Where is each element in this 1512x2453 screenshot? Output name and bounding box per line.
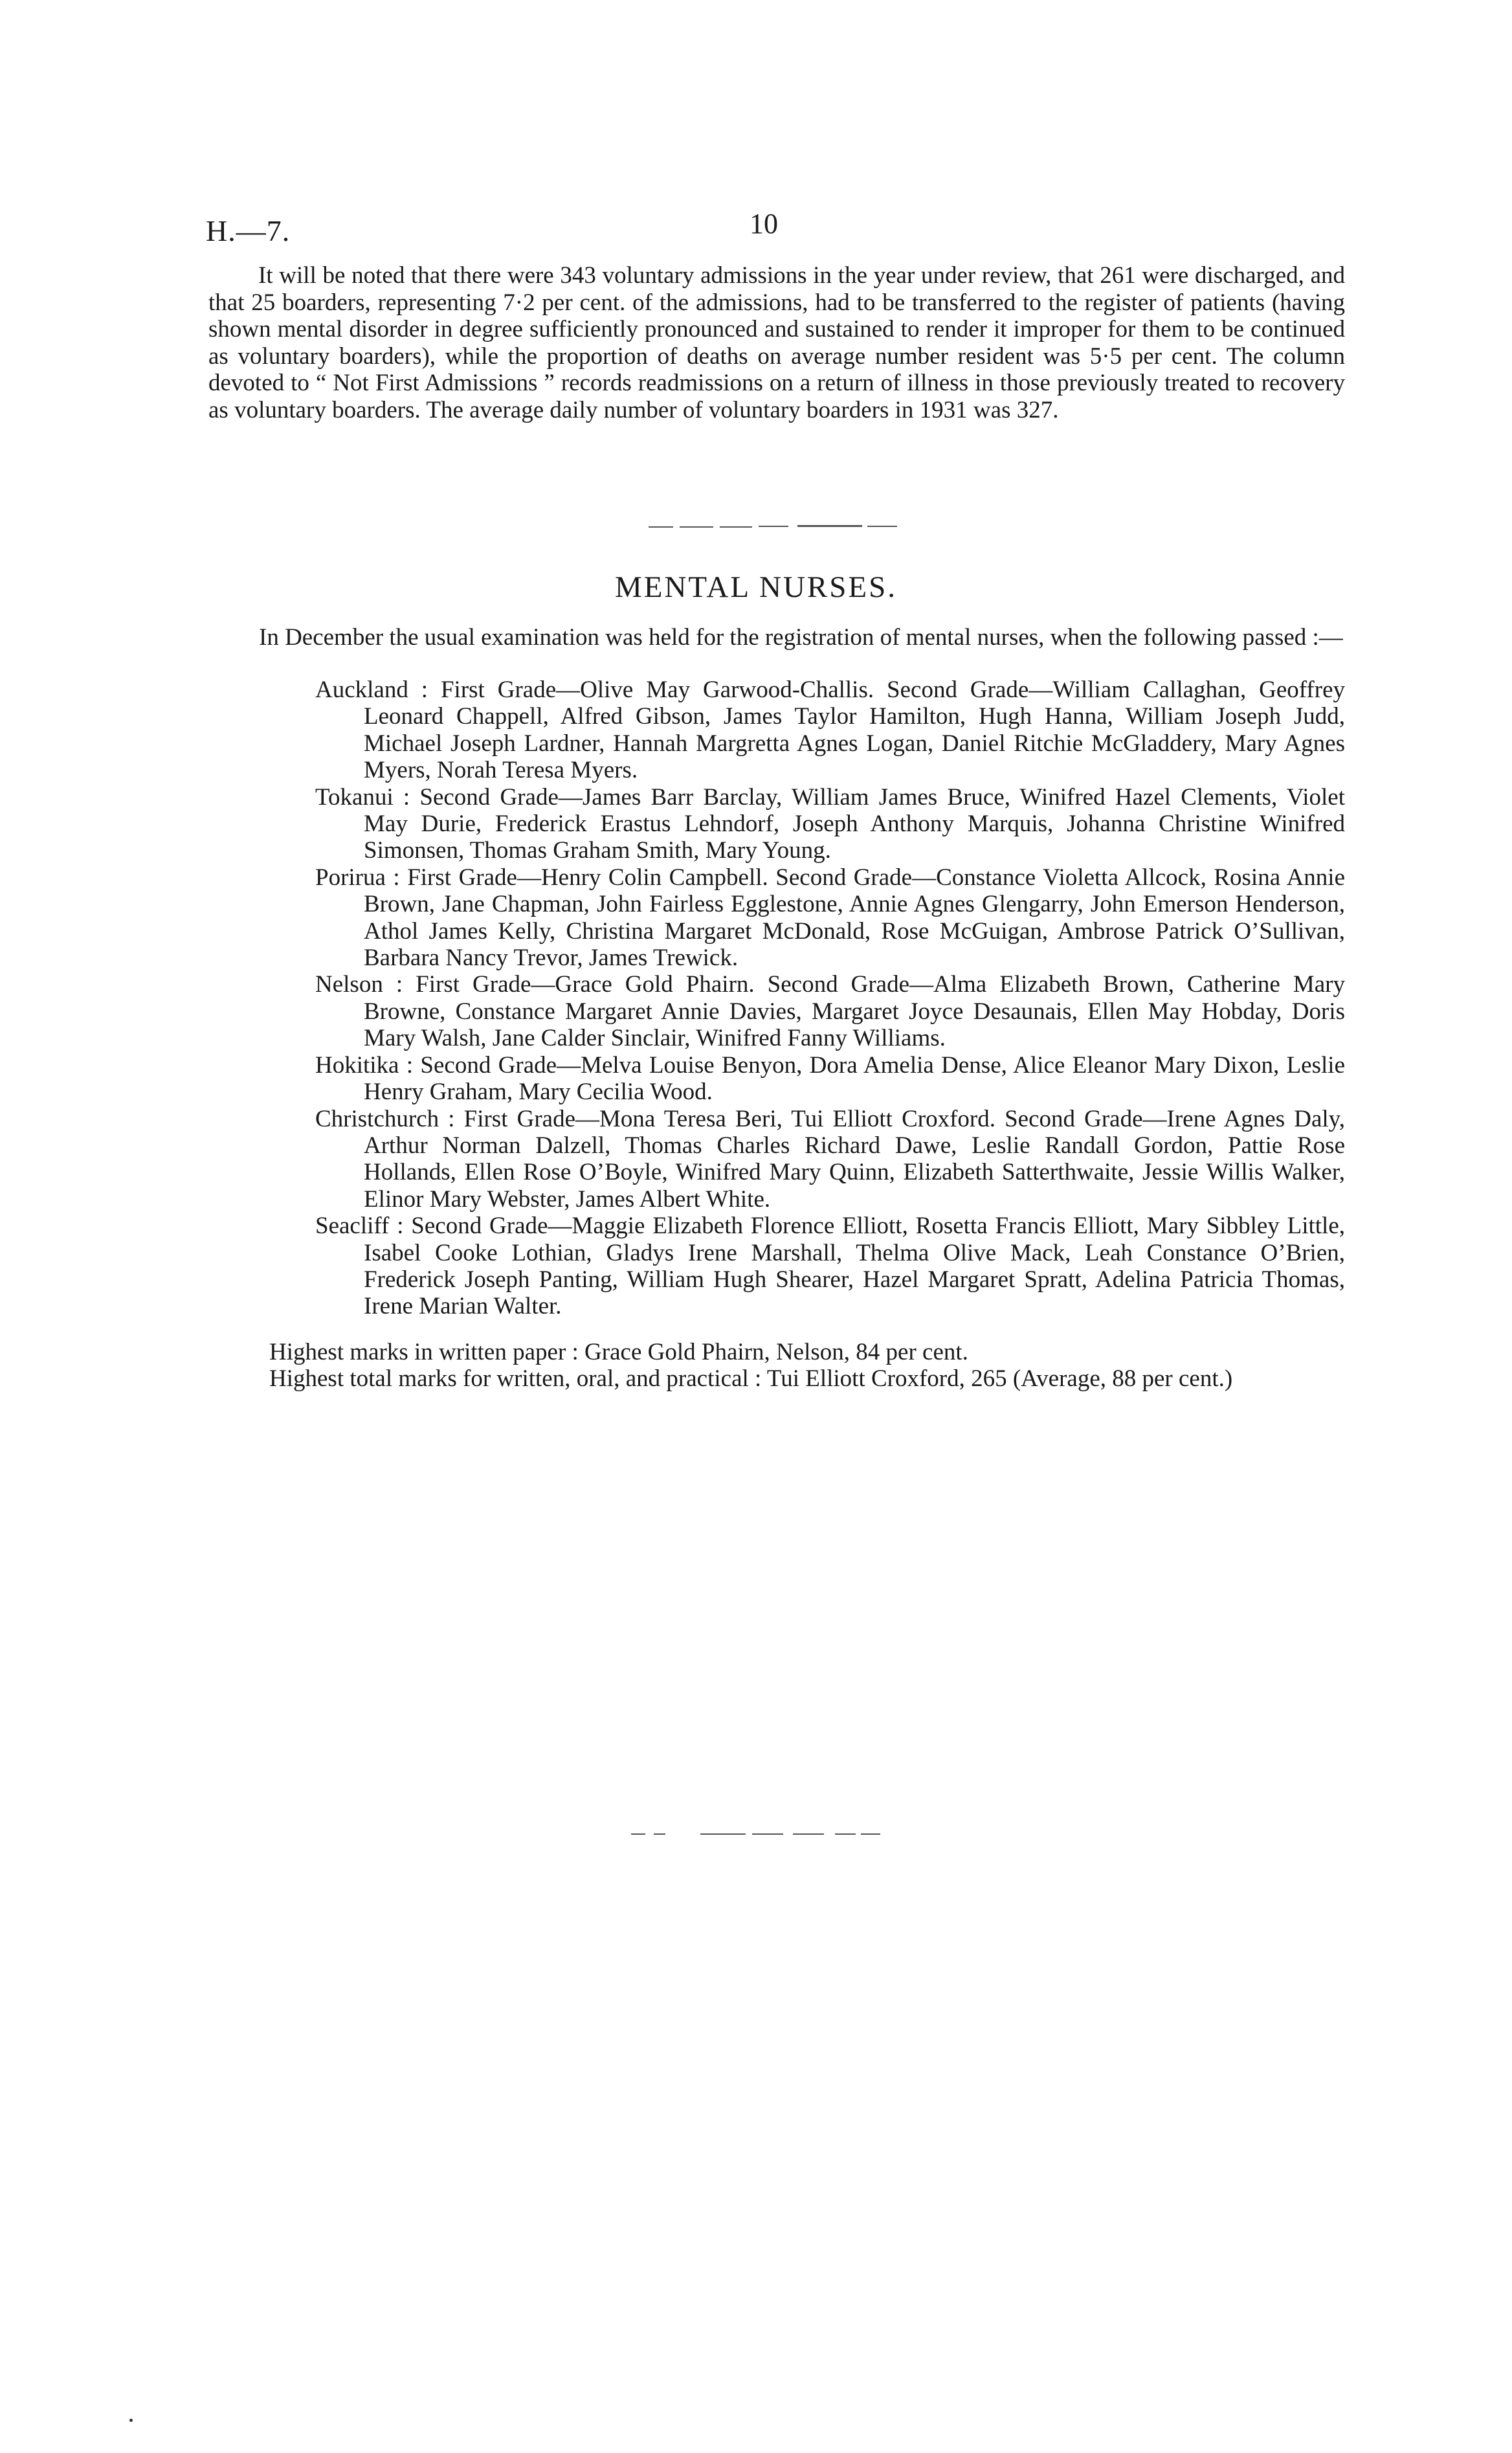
list-item-hokitika: Hokitika : Second Grade—Melva Louise Benyon, Dora Amelia Dense, Alice Eleanor Mary Dixon, Leslie Henry Graham, Mary Cecilia Wood.: [315, 1051, 1345, 1106]
scan-speck: [129, 2419, 133, 2422]
intro-paragraph-block: [208, 262, 1345, 423]
document-reference: H.—7.: [206, 214, 291, 247]
list-item-christchurch: Christchurch : First Grade—Mona Teresa Beri, Tui Elliott Croxford. Second Grade—Irene Agnes Daly, Arthur Norman Dalzell, Thomas Charles Richard Dawe, Leslie Randall Gordon, Pattie Rose Hollands, Ellen Rose O’Boyle, Winifred Mary Quinn, Elizabeth Satterthwaite, Jessie Willis Walker, Elinor Mary Webster, James Albert White.: [315, 1105, 1345, 1213]
section-title: MENTAL NURSES.: [614, 570, 897, 604]
list-item-auckland: Auckland : First Grade—Olive May Garwood-Challis. Second Grade—William Callaghan, Geoffrey Leonard Chappell, Alfred Gibson, James Taylor Hamilton, Hugh Hanna, William Joseph Judd, Michael Joseph Lardner, Hannah Margretta Agnes Logan, Daniel Ritchie McGladdery, Mary Agnes Myers, Norah Teresa Myers.: [315, 677, 1345, 784]
list-item-tokanui: Tokanui : Second Grade—James Barr Barclay, William James Bruce, Winifred Hazel Clements, Violet May Durie, Frederick Erastus Lehndorf, Joseph Anthony Marquis, Johanna Christine Winifred Simonsen, Thomas Graham Smith, Mary Young.: [315, 783, 1345, 864]
highest-written-marks: Highest marks in written paper : Grace Gold Phairn, Nelson, 84 per cent.: [269, 1339, 968, 1365]
lead-paragraph-block: [208, 625, 1345, 651]
highest-total-marks: Highest total marks for written, oral, and practical : Tui Elliott Croxford, 265 (Average, 88 per cent.): [269, 1365, 1233, 1392]
list-item-porirua: Porirua : First Grade—Henry Colin Campbell. Second Grade—Constance Violetta Allcock, Rosina Annie Brown, Jane Chapman, John Fairless Egglestone, Annie Agnes Glengarry, John Emerson Henderson, Athol James Kelly, Christina Margaret McDonald, Rose McGuigan, Ambrose Patrick O’Sullivan, Barbara Nancy Trevor, James Trewick.: [315, 864, 1345, 972]
page-number: 10: [750, 208, 778, 240]
list-item-nelson: Nelson : First Grade—Grace Gold Phairn. Second Grade—Alma Elizabeth Brown, Catherine Mary Browne, Constance Margaret Annie Davies, Margaret Joyce Desaunais, Ellen May Hobday, Doris Mary Walsh, Jane Calder Sinclair, Winifred Fanny Williams.: [315, 971, 1345, 1052]
nurse-results-list: [315, 677, 1345, 1320]
list-item-seacliff: Seacliff : Second Grade—Maggie Elizabeth Florence Elliott, Rosetta Francis Elliott, Mary Sibbley Little, Isabel Cooke Lothian, Gladys Irene Marshall, Thelma Olive Mack, Leah Constance O’Brien, Frederick Joseph Panting, William Hugh Shearer, Hazel Margaret Spratt, Adelina Patricia Thomas, Irene Marian Walter.: [315, 1213, 1345, 1320]
intro-paragraph: It will be noted that there were 343 voluntary admissions in the year under review, that 261 were discharged, and that 25 boarders, representing 7·2 per cent. of the admissions, had to be transferred to the register of patients (having shown mental disorder in degree sufficiently pronounced and sustained to render it improper for them to be continued as voluntary boarders), while the proportion of deaths on average number resident was 5·5 per cent. The column devoted to “ Not First Admissions ” records readmissions on a return of illness in those previously treated to recovery as voluntary boarders. The average daily number of voluntary boarders in 1931 was 327.: [208, 262, 1345, 423]
lead-paragraph: In December the usual examination was held for the registration of mental nurses, when the following passed :—: [259, 624, 1343, 651]
closing-block: [216, 1339, 1345, 1392]
